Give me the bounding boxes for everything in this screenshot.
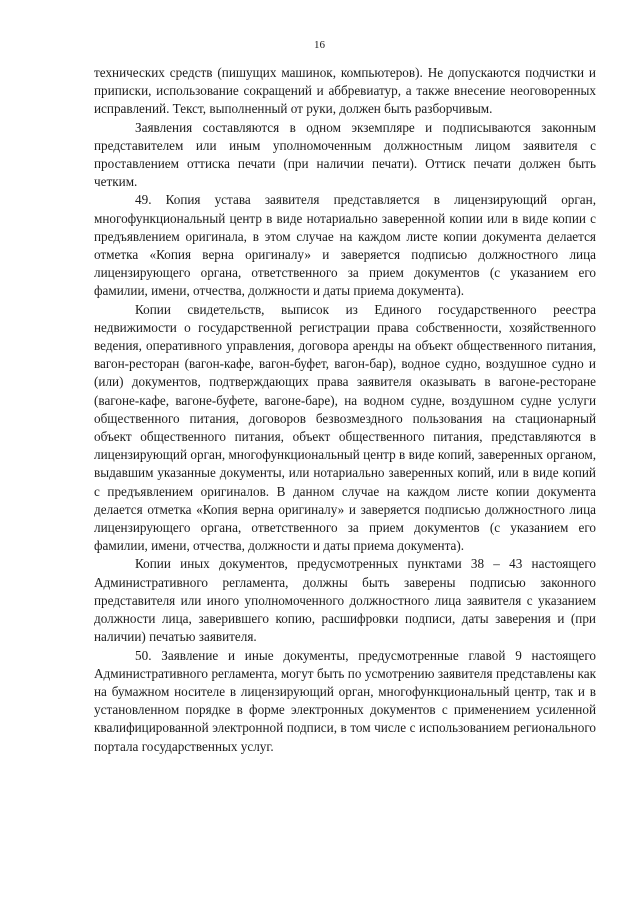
paragraph-clause-49: 49. Копия устава заявителя представляется в лицензирующий орган, многофункциональный центр в виде нотариально заверенной копии или в виде копии с предъявлением оригинала, в этом случае на каждом листе копии документа делается отметка «Копия верна оригиналу» и заверяется подписью должностного лица лицензирующего органа, ответственного за прием документов (с указанием его фамилии, имени, отчества, должности и даты приема документа).: [94, 192, 596, 299]
paragraph: технических средств (пишущих машинок, компьютеров). Не допускаются подчистки и приписки, использование сокращений и аббревиатур, а также внесение неоговоренных исправлений. Текст, выполненный от руки, должен быть разборчивым.: [94, 65, 596, 117]
document-body: [94, 64, 596, 756]
page-number: 16: [314, 39, 325, 51]
paragraph-clause-50: 50. Заявление и иные документы, предусмотренные главой 9 настоящего Административного регламента, могут быть по усмотрению заявителя представлены как на бумажном носителе в лицензирующий орган, многофункциональный центр, так и в установленном порядке в форме электронных документов с применением усиленной квалифицированной электронной подписи, в том числе с использованием регионального портала государственных услуг.: [94, 647, 596, 754]
paragraph: Копии свидетельств, выписок из Единого государственного реестра недвижимости о государственной регистрации права собственности, хозяйственного ведения, оперативного управления, договора аренды на объект общественного питания, вагон-ресторан (вагон-кафе, вагон-буфет, вагон-бар), водное судно, воздушное судно и (или) документов, подтверждающих права заявителя оказывать в вагоне-ресторане (вагоне-кафе, вагоне-буфете, вагоне-баре), на водном судне, воздушном судне услуги общественного питания, договоров безвозмездного пользования на стационарный объект общественного питания, объект общественного питания, представляются в лицензирующий орган, многофункциональный центр в виде копий, заверенных органом, выдавшим указанные документы, или нотариально заверенных копий, или в виде копий с предъявлением оригиналов. В данном случае на каждом листе копии документа делается отметка «Копия верна оригиналу» и заверяется подписью должностного лица лицензирующего органа, ответственного за прием документов (с указанием его фамилии, имени, отчества, должности и даты приема документа).: [94, 301, 596, 554]
paragraph: Заявления составляются в одном экземпляре и подписываются законным представителем или иным уполномоченным должностным лицом заявителя с проставлением оттиска печати (при наличии печати). Оттиск печати должен быть четким.: [94, 119, 596, 190]
paragraph: Копии иных документов, предусмотренных пунктами 38 – 43 настоящего Административного регламента, должны быть заверены подписью законного представителя или иного уполномоченного должностного лица заявителя с указанием должности лица, заверившего копию, расшифровки подписи, даты заверения и (при наличии) печатью заявителя.: [94, 556, 596, 645]
